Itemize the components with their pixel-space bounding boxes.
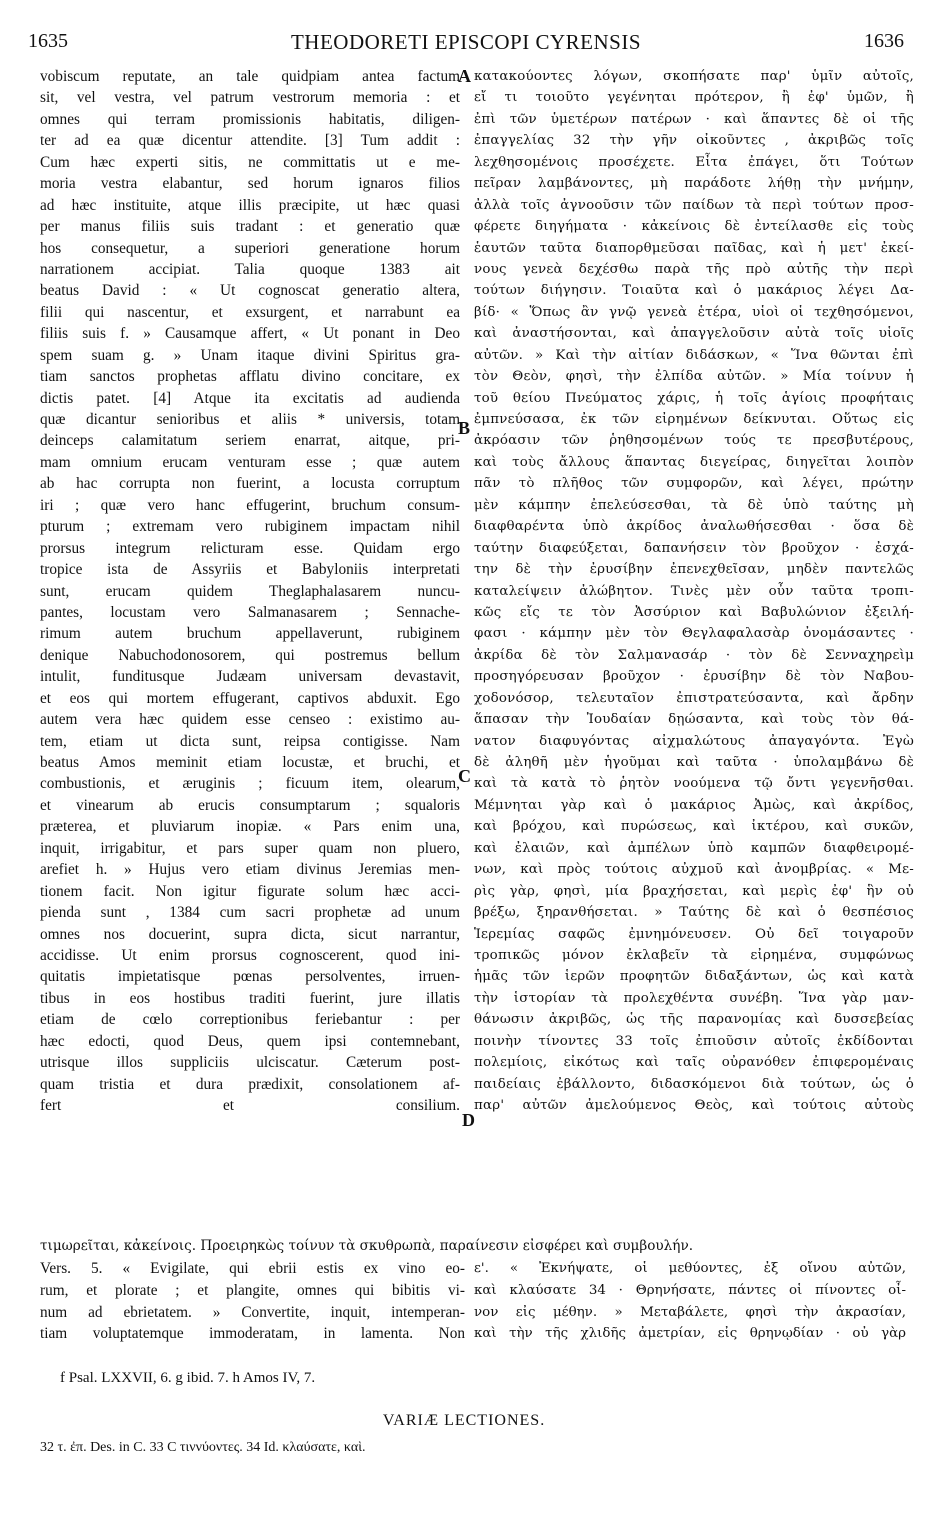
greek-line: ἡμᾶς τῶν ἱερῶν προφητῶν διδαξάντων, ὡς καὶ κατὰ	[474, 969, 914, 985]
latin-line: quitatis impietatisque pœnas persolventes, irruen-	[40, 968, 460, 986]
greek-line: προσηγόρευσαν βροῦχον · ἐρυσίβην δὲ τὸν Ναβου-	[474, 669, 914, 685]
greek-line: καὶ ἐλαιῶν, καὶ ἀμπέλων ὑπὸ καμπῶν διαφθειρομέ-	[474, 840, 914, 856]
latin-line: denique Nabuchodonosorem, qui postremus bellum	[40, 646, 460, 664]
page-header	[28, 30, 904, 60]
latin-line: narrationem accipiat. Talia quoque 1383 ait	[40, 260, 460, 278]
greek-line: ταύτην διαφεύξεται, δαπανήσειν τὸν βροῦχον · ἐσχά-	[474, 540, 914, 556]
left-page-number: 1635	[28, 30, 68, 52]
greek-line: καὶ τοὺς ἄλλους ἅπαντας διεγείρας, διηγεῖται λοιπὸν	[474, 454, 914, 470]
latin-line: et eos qui mortem effugerant, captivos abduxit. Ego	[40, 689, 460, 707]
latin-line: spem suam g. » Unam itaque divini Spiritus gra-	[40, 346, 460, 364]
greek-line: βρέξω, ξηρανθήσεται. » Ταύτης δὲ καὶ ὁ θεσπέσιος	[474, 905, 914, 921]
greek-line: καταλείψειν ἀλώβητον. Τινὲς μὲν οὖν ταῦτα τροπι-	[474, 583, 914, 599]
greek-line: ρὶς γὰρ, φησὶ, μία βραχήσεται, καὶ μερὶς ἐφ' ἣν οὐ	[474, 883, 914, 899]
greek-line: πολεμίοις, εἰκότως καὶ ταῖς οὐρανόθεν ἐπιφερομέναις	[474, 1055, 914, 1071]
latin-line: quæ dicantur senioribus et aliis * universis, totam	[40, 411, 460, 428]
verse-latin-line: rum, et plorate ; et plangite, omnes qui bibitis vi-	[40, 1281, 465, 1299]
variae-lectiones-title: VARIÆ LECTIONES.	[382, 1412, 546, 1429]
verse-greek-line: καὶ τὴν τῆς χλιδῆς ἀμετρίαν, εἰς θρηνῳδίαν · οὐ γὰρ	[474, 1326, 906, 1342]
greek-line: τὴν ἱστορίαν τὰ προλεχθέντα συνέβη. Ἵνα γὰρ μαν-	[474, 990, 914, 1006]
margin-letter-c: C	[458, 766, 471, 786]
latin-line: hos consequetur, a superiori generatione horum	[40, 239, 460, 257]
latin-line: rimum autem bruchum appellaverunt, rubiginem	[40, 625, 460, 643]
latin-line: utrisque illos suppliciis ulciscatur. Cæterum post-	[40, 1054, 460, 1072]
latin-line: dictis patet. [4] Atque ita excitatis ad audienda	[40, 389, 460, 407]
greek-line: νους γενεὰ δεχέσθω παρὰ τῆς πρὸ αὐτῆς τὴν περὶ	[474, 261, 914, 277]
latin-line: arefiet h. » Hujus vero etiam divinus Jeremias men-	[40, 861, 460, 879]
greek-line: την δὲ τὴν ἐρυσίβην ἐπενεχθεῖσαν, μηδὲν παντελῶς	[474, 562, 914, 578]
latin-line: hæc edocti, quod Deus, quem ipsi contemnebant,	[40, 1032, 460, 1050]
footnotes: f Psal. LXXVII, 6. g ibid. 7. h Amos IV, 7.	[60, 1370, 316, 1386]
greek-line: χοδονόσορ, τελευταῖον ἐπιστρατεύσαντα, καὶ ἄρδην	[474, 690, 914, 706]
latin-line: combustionis, et æruginis ; ficuum item, olearum,	[40, 775, 460, 793]
greek-line: πᾶν τὸ πλῆθος τῶν συμφορῶν, καὶ λέγει, πρώτην	[474, 476, 914, 492]
margin-letter-a: A	[458, 66, 471, 86]
greek-line: τὸν Θεὸν, φησὶ, τὴν ἐλπίδα αὐτῶν. » Μία τοίνυν ἡ	[474, 369, 914, 385]
greek-line: δὲ ἀληθῆ μὲν ἡγοῦμαι καὶ ταῦτα · ὑπολαμβάνω δὲ	[474, 755, 914, 770]
greek-line: ἐπὶ τῶν ὑμετέρων πατέρων · καὶ ἅπαντες δὲ οἱ τῆς	[474, 111, 914, 127]
full-width-line	[40, 1236, 910, 1258]
greek-line: ἀκρόασιν τῶν ῥηθησομένων τούς τε πρεσβυτέρους,	[474, 433, 914, 449]
latin-line: sunt, erucam quidem Theglaphalasarem nuncu-	[40, 582, 460, 600]
latin-line: inquit, irrigabitur, et pars super quam non pluero,	[40, 839, 460, 857]
greek-line: ἐμπνεύσασα, ἐκ τῶν εἰρημένων δείκνυται. Οὕτως εἰς	[474, 412, 914, 427]
latin-line: filii qui nascentur, et exsurgent, et narrabunt ea	[40, 303, 460, 321]
latin-line: fert et consilium.	[40, 1097, 460, 1114]
latin-line: accidisse. Ut enim prorsus cognoscerent, quod ini-	[40, 946, 460, 964]
latin-line: per manus filiis suis tradant : et generatio quæ	[40, 218, 460, 236]
greek-line: νατον διαφυγόντας αἰχμαλώτους ἀπαγαγόντα. Ἐγὼ	[474, 733, 914, 749]
greek-line: καὶ ἀναστήσονται, καὶ ἀπαγγελοῦσιν αὐτὰ τοῖς υἱοῖς	[474, 326, 914, 342]
latin-line: tropice ista de Assyriis et Babyloniis interpretati	[40, 561, 460, 579]
greek-line: καὶ βρόχου, καὶ πυρώσεως, καὶ ἰκτέρου, καὶ συκῶν,	[474, 819, 914, 835]
latin-line: ab hac corrupta non fuerint, a locusta corruptum	[40, 475, 460, 493]
full-width-text: τιμωρεῖται, κἀκείνοις. Προειρηκὼς τοίνυν τὰ σκυθρωπὰ, παραίνεσιν εἰσφέρει καὶ συμβουλήν.	[40, 1238, 694, 1254]
margin-letter-b: B	[458, 418, 471, 438]
verse-latin-line: Vers. 5. « Evigilate, qui ebrii estis ex vino eo-	[40, 1260, 465, 1277]
latin-line: omnes qui terram promissionis habitatis, diligen-	[40, 110, 460, 128]
latin-column	[40, 66, 460, 1116]
latin-line: pturum ; extremam vero rubiginem impactam nihil	[40, 518, 460, 536]
greek-line: ἅπασαν τὴν Ἰουδαίαν δῃώσαντα, καὶ τοὺς τὸν θά-	[474, 712, 914, 728]
greek-line: μὲν κάμπην ἐπελεύσεσθαι, τὰ δὲ ὑπὸ ταύτης μὴ	[474, 497, 914, 513]
greek-line: βίδ· « Ὅπως ἂν γνῷ γενεὰ ἑτέρα, υἱοὶ οἱ τεχθησόμενοι,	[474, 304, 914, 320]
greek-line: αὐτῶν. » Καὶ τὴν αἰτίαν διδάσκων, « Ἵνα θῶνται ἐπὶ	[474, 347, 914, 363]
latin-line: omnes nos docuerint, supra dicta, sicut narrantur,	[40, 925, 460, 943]
greek-line: τοῦ θείου Πνεύματος χάρις, ἡ τοῖς ἁγίοις προφήταις	[474, 390, 914, 406]
latin-line: et vinearum ab erucis consumptarum ; squaloris	[40, 796, 460, 814]
greek-line: θάνωσιν ἀκριβῶς, ὡς τῆς παρανομίας καὶ δυσσεβείας	[474, 1012, 914, 1028]
latin-line: iri ; quæ vero hanc effugerint, bruchum consum-	[40, 496, 460, 514]
verse-greek-line: καὶ κλαύσατε 34 · Θρηνήσατε, πάντες οἱ πίνοντες οἶ-	[474, 1282, 906, 1298]
greek-line: τροπικῶς μόνον ἐκλαβεῖν τὰ εἰρημένα, συμφώνως	[474, 947, 914, 963]
greek-line: Μέμνηται γὰρ καὶ ὁ μακάριος Ἀμὼς, καὶ ἀκρίδος,	[474, 797, 914, 813]
greek-line: νων, καὶ πρὸς τούτοις αὐχμοῦ καὶ ἀνομβρίας. « Με-	[474, 862, 914, 878]
latin-line: beatus David : « Ut cognoscat generatio altera,	[40, 282, 460, 300]
latin-line: moria vestra elabantur, sed horum ignaros filios	[40, 175, 460, 193]
greek-line: καὶ τὰ κατὰ τὸ ῥητὸν νοούμενα τῷ ὄντι γεγενῆσθαι.	[474, 776, 914, 792]
latin-line: quam tristia et dura prædixit, consolationem af-	[40, 1075, 460, 1093]
latin-line: intulit, funditusque Judæam universam devastavit,	[40, 668, 460, 686]
greek-line: διαφθαρέντα ὑπὸ ἀκρίδος ἀναλωθήσεσθαι · ὅσα δὲ	[474, 519, 914, 535]
greek-line: Ἱερεμίας σαφῶς ἐμνημόνευσεν. Οὐ δεῖ τοιγαροῦν	[474, 926, 914, 942]
verse-latin-line: tiam voluptatemque immoderatam, in lamenta. Non	[40, 1325, 465, 1343]
latin-line: filiis suis f. » Causamque affert, « Ut ponant in Deo	[40, 325, 460, 343]
verse-latin-line: num ad ebrietatem. » Convertite, inquit, intemperan-	[40, 1303, 465, 1321]
verse-greek-line: νον εἰς μέθην. » Μεταβάλετε, φησὶ τὴν ἀκρασίαν,	[474, 1304, 906, 1320]
latin-line: etiam de cœlo correptionibus feriebantur : per	[40, 1011, 460, 1029]
latin-line: Cum hæc experti sitis, ne committatis ut e me-	[40, 153, 460, 171]
greek-line: κατακούοντες λόγων, σκοπήσατε παρ' ὑμῖν αὐτοῖς,	[474, 69, 914, 84]
latin-line: tionem facit. Non igitur figurate solum hæc acci-	[40, 882, 460, 900]
latin-line: tem, etiam ut dicta sunt, reipsa contigisse. Nam	[40, 732, 460, 750]
greek-line: ποινὴν τίνοντες 33 τοῖς ἐπιοῦσιν αὐτοῖς ἐκδίδονται	[474, 1033, 914, 1049]
verse-greek-line: ε'. « Ἐκνήψατε, οἱ μεθύοντες, ἐξ οἴνου αὐτῶν,	[474, 1261, 906, 1276]
latin-line: pienda sunt , 1384 cum sacri prophetæ ad unum	[40, 904, 460, 922]
latin-line: ad hæc instituite, atque illis præcipite, ut hæc quasi	[40, 196, 460, 214]
greek-column	[474, 66, 914, 1116]
greek-line: ἑαυτῶν ταῦτα διαπορθμεῦσαι παῖδας, καὶ ἡ μετ' ἐκεί-	[474, 240, 914, 256]
latin-line: vobiscum reputate, an tale quidpiam antea factum	[40, 68, 460, 85]
latin-line: præterea, et pluviarum inopiæ. « Pars enim una,	[40, 818, 460, 836]
greek-line: κῶς εἴς τε τὸν Ἀσσύριον καὶ Βαβυλώνιον ἐξειλή-	[474, 604, 914, 620]
latin-line: ter ad ea quæ dicentur attendite. [3] Tum addit :	[40, 132, 460, 150]
latin-line: pantes, locustam vero Salmanasarem ; Sennache-	[40, 603, 460, 621]
variae-lectiones: 32 τ. ἐπ. Des. in C. 33 C τιννύοντες. 34 Id. κλαύσατε, καὶ.	[40, 1440, 366, 1455]
greek-line: ἐπαγγελίας 32 τὴν γῆν οἰκοῦντες , ἀκριβῶς τοῖς	[474, 133, 914, 149]
latin-line: beatus Amos meminit etiam locustæ, et bruchi, et	[40, 754, 460, 771]
verse-greek	[474, 1258, 906, 1345]
greek-line: ἀλλὰ τοῖς ἀγνοοῦσιν τῶν παίδων τὰ περὶ τούτων προσ-	[474, 197, 914, 213]
running-title: THEODORETI EPISCOPI CYRENSIS	[290, 30, 642, 54]
greek-line: ἀκρίδα δὲ τὸν Σαλμανασάρ · τὸν δὲ Σενναχηρεὶμ	[474, 647, 914, 663]
right-page-number: 1636	[864, 30, 904, 52]
greek-line: λεχθησομένοις προσέχετε. Εἶτα ἐπάγει, ὅτι Τούτων	[474, 154, 914, 170]
greek-line: πεῖραν λαμβάνοντες, μὴ παράδοτε λήθῃ τὴν μνήμην,	[474, 176, 914, 192]
verse-latin	[40, 1258, 465, 1345]
greek-line: παρ' αὐτῶν ἀμελούμενος Θεὸς, καὶ τούτοις αὐτοὺς	[474, 1098, 914, 1113]
margin-letter-d: D	[462, 1110, 475, 1130]
latin-line: autem vera hæc quidem esse censeo : existimo au-	[40, 711, 460, 729]
greek-line: εἴ τι τοιοῦτο γεγένηται πρότερον, ἢ ἐφ' ὑμῶν, ἢ	[474, 90, 914, 106]
latin-line: mam omnium erucam venturam esse ; quæ autem	[40, 453, 460, 471]
greek-line: παιδείαις ἐβάλλοντο, διδασκόμενοι διὰ τούτων, ὡς ὁ	[474, 1076, 914, 1092]
greek-line: τούτων διήγησιν. Τοιαῦτα καὶ ὁ μακάριος λέγει Δα-	[474, 283, 914, 299]
greek-line: φασι · κάμπην μὲν τὸν Θεγλαφαλασὰρ ὀνομάσαντες ·	[474, 626, 914, 642]
latin-line: prorsus integrum relicturam esse. Quidam ergo	[40, 539, 460, 557]
latin-line: tiam sanctos prophetas afflatu divino concitare, ex	[40, 368, 460, 386]
latin-line: tibus in eos hostibus traditi fuerint, jure illatis	[40, 989, 460, 1007]
latin-line: sit, vel vestra, vel patrum vestrorum memoria : et	[40, 89, 460, 107]
greek-line: φέρετε διηγήματα · κἀκείνοις δὲ ἐντείλασθε εἰς τοὺς	[474, 219, 914, 235]
latin-line: deinceps calamitatum seriem enarrat, aitque, pri-	[40, 432, 460, 450]
